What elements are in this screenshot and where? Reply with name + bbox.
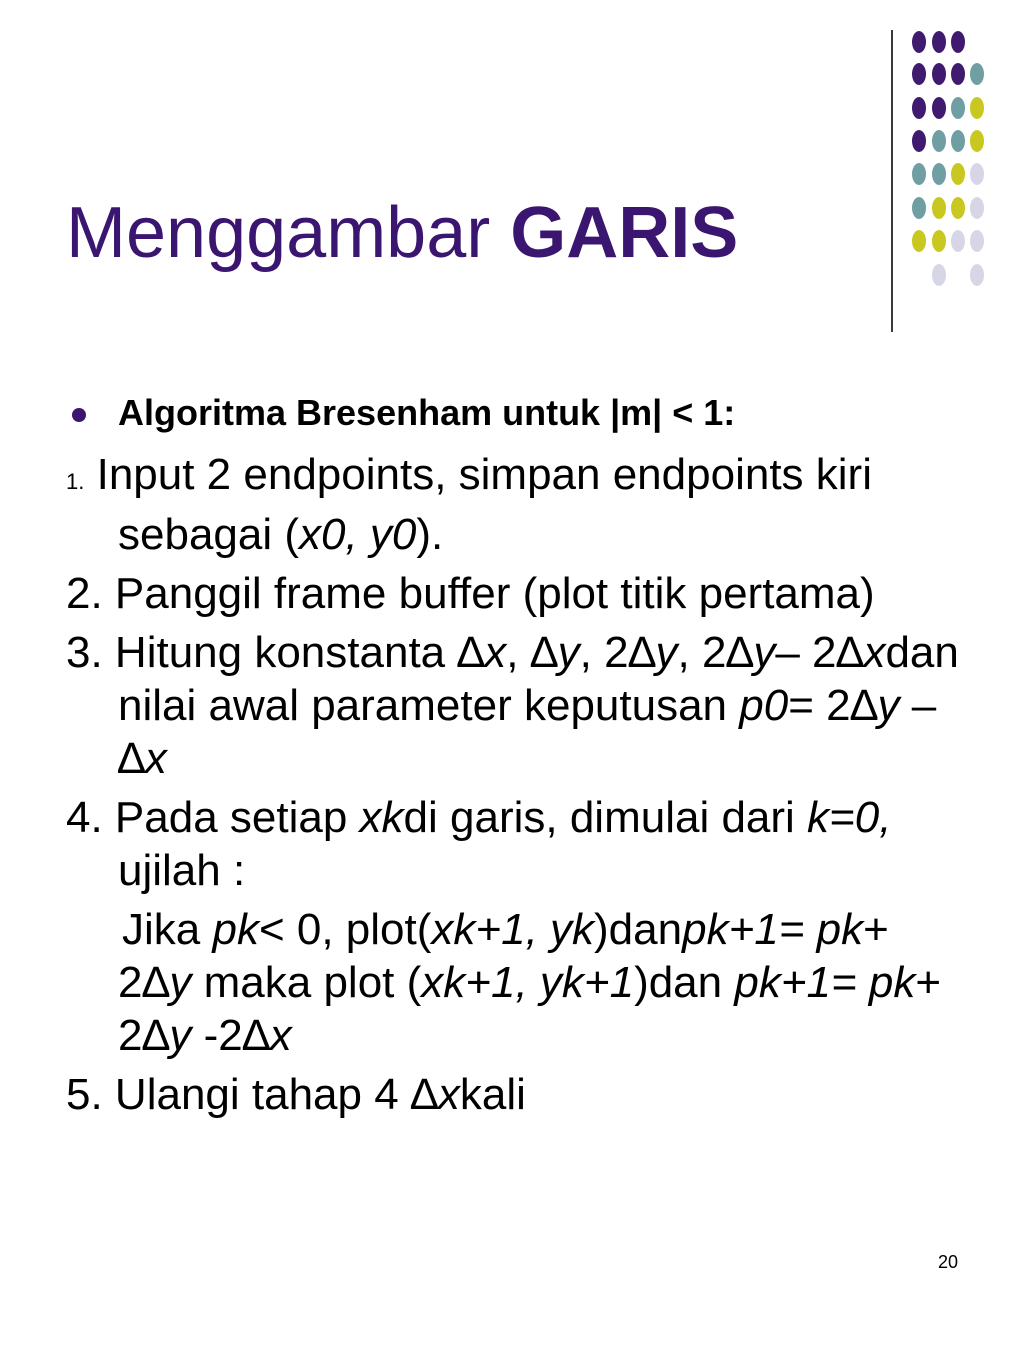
decorative-dot bbox=[951, 31, 965, 53]
step-3: 3. Hitung konstanta ∆x, ∆y, 2∆y, 2∆y– 2∆xdan nilai awal parameter keputusan p0= 2∆y –∆x bbox=[66, 628, 959, 783]
decorative-dot bbox=[932, 130, 946, 152]
decorative-dot bbox=[912, 230, 926, 252]
decorative-dot bbox=[912, 63, 926, 85]
step-1: 1. Input 2 endpoints, simpan endpoints kiri sebagai (x0, y0). bbox=[66, 450, 872, 559]
decorative-dot-grid bbox=[0, 0, 1024, 340]
bullet-heading: Algoritma Bresenham untuk |m| < 1: bbox=[66, 388, 966, 438]
slide-title: Menggambar GARIS bbox=[66, 193, 739, 273]
decorative-dot bbox=[932, 31, 946, 53]
step-2: 2. Panggil frame buffer (plot titik pertama) bbox=[66, 569, 875, 618]
decorative-dot bbox=[912, 197, 926, 219]
decorative-dot bbox=[970, 197, 984, 219]
decorative-dot bbox=[932, 230, 946, 252]
decorative-dot bbox=[912, 97, 926, 119]
decorative-dot bbox=[970, 97, 984, 119]
decorative-dot bbox=[932, 97, 946, 119]
decorative-dot bbox=[951, 97, 965, 119]
slide-body bbox=[66, 388, 966, 1121]
decorative-dot bbox=[951, 130, 965, 152]
decorative-dot bbox=[932, 163, 946, 185]
decorative-dot bbox=[951, 63, 965, 85]
step-5: 5. Ulangi tahap 4 ∆xkali bbox=[66, 1070, 526, 1119]
bullet-dot-icon bbox=[72, 408, 86, 422]
decorative-dot bbox=[970, 230, 984, 252]
decorative-dot bbox=[912, 163, 926, 185]
decorative-dot bbox=[951, 163, 965, 185]
decorative-dot bbox=[932, 197, 946, 219]
decorative-dot bbox=[912, 130, 926, 152]
decorative-dot bbox=[932, 264, 946, 286]
decorative-dot bbox=[951, 197, 965, 219]
decorative-dot bbox=[970, 130, 984, 152]
step-4-condition: Jika pk< 0, plot(xk+1, yk)danpk+1= pk+ 2∆y maka plot (xk+1, yk+1)dan pk+1= pk+ 2∆y -2∆x bbox=[118, 905, 942, 1060]
page-number: 20 bbox=[938, 1252, 959, 1272]
decorative-dot bbox=[970, 163, 984, 185]
step-4: 4. Pada setiap xkdi garis, dimulai dari k=0, ujilah : bbox=[66, 793, 892, 895]
decorative-dot bbox=[932, 63, 946, 85]
divider-line bbox=[891, 30, 893, 332]
decorative-dot bbox=[970, 264, 984, 286]
decorative-dot bbox=[912, 31, 926, 53]
decorative-dot bbox=[970, 63, 984, 85]
decorative-dot bbox=[951, 230, 965, 252]
